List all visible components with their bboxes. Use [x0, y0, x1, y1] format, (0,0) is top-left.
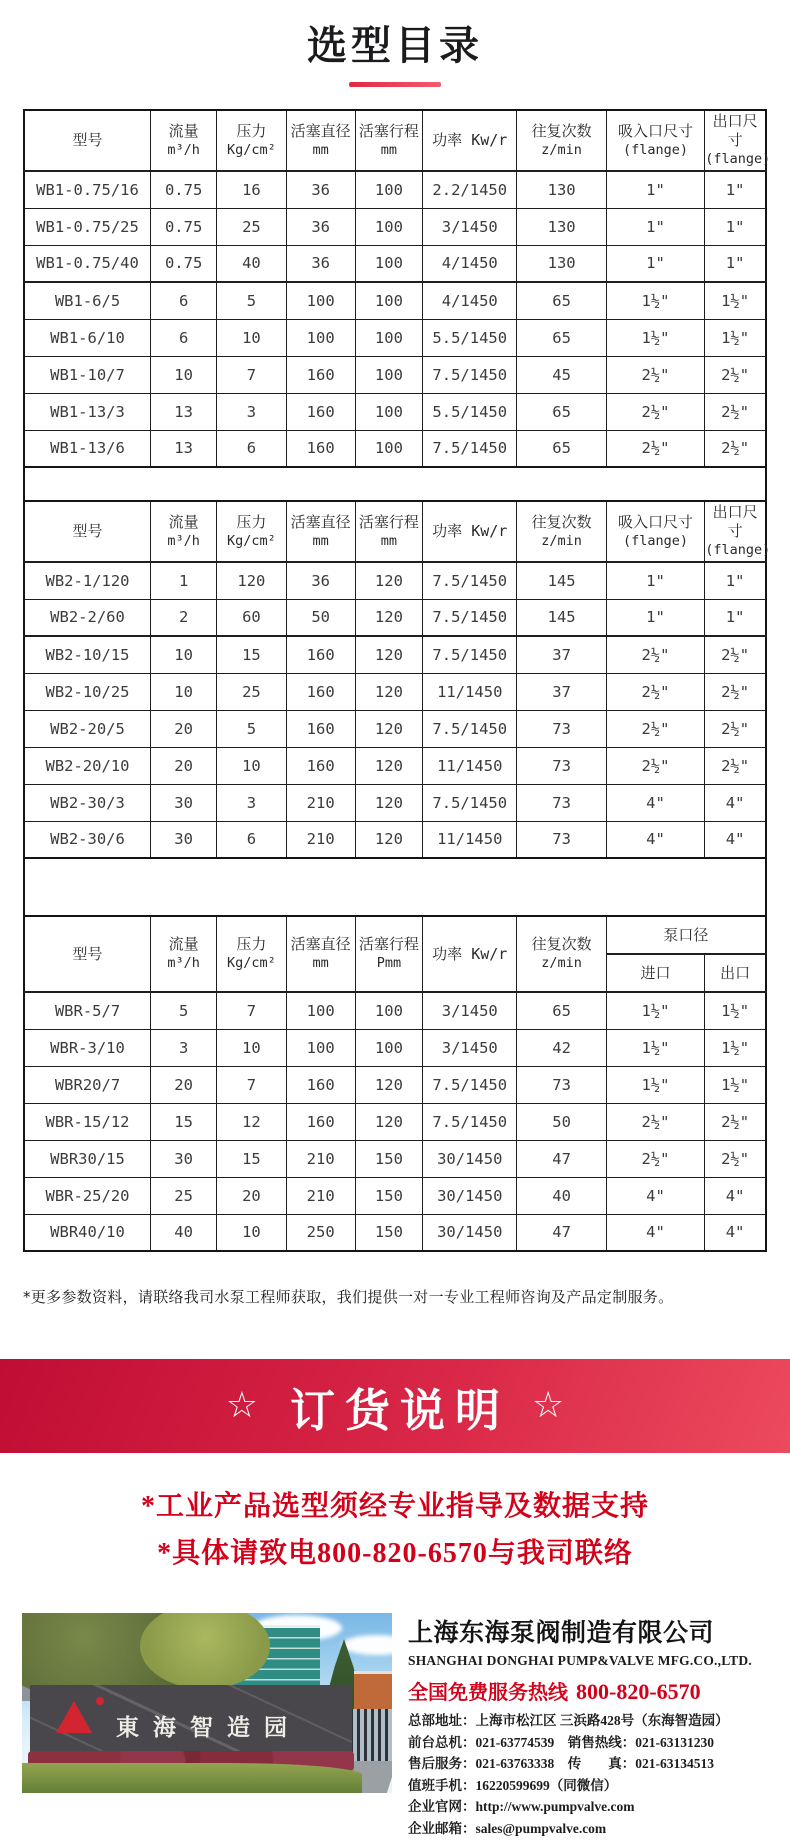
table-cell: WB2-10/15: [24, 636, 151, 673]
table-cell: 6: [151, 282, 217, 319]
table-cell: 7.5/1450: [423, 784, 517, 821]
table-cell: 16: [217, 171, 286, 208]
table-cell: 100: [355, 245, 422, 282]
col-header-model: 型号: [24, 916, 151, 992]
table-cell: 100: [286, 1029, 355, 1066]
table-cell: 160: [286, 393, 355, 430]
duty-phone-line: 值班手机：16220599699（同微信）: [408, 1777, 618, 1793]
table-cell: WBR-5/7: [24, 992, 151, 1029]
wbr-spec-table: [23, 915, 767, 1252]
table-cell: 30/1450: [423, 1177, 517, 1214]
table-cell: 10: [151, 636, 217, 673]
table-cell: 130: [517, 245, 606, 282]
table-row: [24, 992, 766, 1029]
table-cell: 65: [517, 319, 606, 356]
table-row: [24, 747, 766, 784]
col-header-model: 型号: [24, 110, 151, 171]
table-cell: 100: [286, 319, 355, 356]
table-cell: 120: [355, 821, 422, 858]
table-cell: 1½": [705, 992, 766, 1029]
table-cell: WBR-15/12: [24, 1103, 151, 1140]
table-row: [24, 356, 766, 393]
table-cell: 5: [217, 282, 286, 319]
spec-tables: [23, 109, 771, 1252]
col-header-flow: 流量 m³/h: [151, 110, 217, 171]
table-cell: WB1-0.75/16: [24, 171, 151, 208]
header-row: [24, 501, 766, 562]
table-cell: 7.5/1450: [423, 710, 517, 747]
table-cell: 120: [355, 562, 422, 599]
table-cell: 100: [355, 282, 422, 319]
table-cell: 15: [217, 636, 286, 673]
table-cell: 1½": [705, 282, 766, 319]
table-cell: 210: [286, 821, 355, 858]
campus-photo: [22, 1613, 392, 1793]
header-row: [24, 916, 766, 954]
table-cell: 2½": [606, 673, 704, 710]
table-cell: 2½": [606, 747, 704, 784]
table-cell: 4": [705, 1177, 766, 1214]
table-cell: 100: [286, 992, 355, 1029]
table-cell: 1": [606, 245, 704, 282]
table-cell: 100: [355, 1029, 422, 1066]
table-cell: 7.5/1450: [423, 1066, 517, 1103]
table-cell: WB2-30/6: [24, 821, 151, 858]
col-header-reciprocations: 往复次数 z/min: [517, 501, 606, 562]
hotline-label: 全国免费服务热线: [408, 1682, 568, 1704]
table-cell: 73: [517, 784, 606, 821]
table-cell: 4/1450: [423, 245, 517, 282]
table-row: [24, 1066, 766, 1103]
table-cell: 4": [705, 1214, 766, 1251]
table-cell: 5: [151, 992, 217, 1029]
table-cell: 7: [217, 992, 286, 1029]
table-cell: 0.75: [151, 208, 217, 245]
table-cell: 73: [517, 821, 606, 858]
table-cell: 3: [151, 1029, 217, 1066]
sign-text: 東海智造园: [116, 1715, 301, 1741]
table-cell: 1": [606, 562, 704, 599]
col-header-inlet-size: 吸入口尺寸 (flange): [606, 501, 704, 562]
warnings-block: [0, 1483, 790, 1577]
table-cell: 120: [355, 599, 422, 636]
table-cell: 150: [355, 1177, 422, 1214]
table-cell: 13: [151, 430, 217, 467]
table-connector: [23, 859, 767, 915]
company-name-english: SHANGHAI DONGHAI PUMP&VALVE MFG.CO.,LTD.: [408, 1653, 752, 1668]
table-cell: 5.5/1450: [423, 393, 517, 430]
company-logo-dot: [96, 1697, 104, 1705]
table-cell: 1": [705, 562, 766, 599]
table-cell: 210: [286, 1177, 355, 1214]
table-cell: 10: [151, 356, 217, 393]
table-cell: 0.75: [151, 171, 217, 208]
table-cell: 145: [517, 599, 606, 636]
table-cell: 1": [705, 171, 766, 208]
table-cell: WB2-1/120: [24, 562, 151, 599]
table-cell: 250: [286, 1214, 355, 1251]
table-cell: 4": [705, 784, 766, 821]
col-header-piston-stroke: 活塞行程 Pmm: [355, 916, 422, 992]
table-cell: 4": [606, 1214, 704, 1251]
wb2-spec-table: [23, 500, 771, 859]
col-header-piston-diameter: 活塞直径 mm: [286, 916, 355, 992]
table-cell: 25: [217, 208, 286, 245]
table-cell: 160: [286, 747, 355, 784]
website-line[interactable]: 企业官网：http://www.pumpvalve.com: [408, 1799, 635, 1814]
col-header-flow: 流量 m³/h: [151, 501, 217, 562]
table-cell: 120: [355, 636, 422, 673]
table-cell: 1½": [606, 282, 704, 319]
table-cell: 30: [151, 1140, 217, 1177]
table-cell: 100: [355, 992, 422, 1029]
footnote: *更多参数资料，请联络我司水泵工程师获取，我们提供一对一专业工程师咨询及产品定制服务。: [23, 1288, 674, 1306]
table-connector: [23, 468, 767, 500]
table-cell: 73: [517, 710, 606, 747]
table-cell: 10: [217, 1029, 286, 1066]
table-cell: 20: [151, 1066, 217, 1103]
table-cell: 10: [151, 673, 217, 710]
table-cell: 3/1450: [423, 992, 517, 1029]
company-info: [392, 1613, 770, 1839]
star-icon: ☆: [225, 1385, 258, 1426]
table-cell: WB1-6/5: [24, 282, 151, 319]
table-cell: 1": [705, 208, 766, 245]
col-header-power: 功率 Kw/r: [423, 501, 517, 562]
table-cell: 30/1450: [423, 1214, 517, 1251]
service-hotline: [408, 1676, 770, 1705]
table-cell: WB2-2/60: [24, 599, 151, 636]
table-cell: 4": [606, 1177, 704, 1214]
table-cell: 73: [517, 1066, 606, 1103]
table-cell: 10: [217, 319, 286, 356]
table-cell: 40: [217, 245, 286, 282]
table-cell: 11/1450: [423, 747, 517, 784]
table-cell: 100: [286, 282, 355, 319]
col-header-piston-diameter: 活塞直径 mm: [286, 501, 355, 562]
table-cell: 120: [355, 784, 422, 821]
table-cell: 25: [217, 673, 286, 710]
table-cell: 120: [355, 673, 422, 710]
front-desk-line: 前台总机：021-63774539 销售热线：021-63131230: [408, 1734, 714, 1750]
table-cell: 160: [286, 673, 355, 710]
table-cell: WB1-10/7: [24, 356, 151, 393]
hotline-number: 800-820-6570: [576, 1679, 701, 1704]
table-cell: 4": [606, 821, 704, 858]
table-cell: 120: [355, 747, 422, 784]
table-cell: 6: [217, 821, 286, 858]
table-cell: WB2-10/25: [24, 673, 151, 710]
table-cell: 65: [517, 992, 606, 1029]
cloud-shape: [342, 1635, 392, 1655]
table-row: [24, 673, 766, 710]
col-header-piston-diameter: 活塞直径 mm: [286, 110, 355, 171]
table-cell: 0.75: [151, 245, 217, 282]
table-cell: 36: [286, 562, 355, 599]
table-cell: 2½": [606, 636, 704, 673]
table-cell: 1": [606, 208, 704, 245]
table-cell: 100: [355, 171, 422, 208]
table-cell: 4": [705, 821, 766, 858]
address-line: 总部地址：上海市松江区 三浜路428号（东海智造园）: [408, 1713, 729, 1728]
table-row: [24, 319, 766, 356]
table-cell: 36: [286, 245, 355, 282]
table-cell: WB2-30/3: [24, 784, 151, 821]
table-row: [24, 1214, 766, 1251]
table-cell: 3: [217, 393, 286, 430]
col-header-piston-stroke: 活塞行程 mm: [355, 110, 422, 171]
table-row: [24, 636, 766, 673]
table-cell: 1½": [705, 1066, 766, 1103]
table-cell: 1½": [606, 992, 704, 1029]
table-cell: 160: [286, 1066, 355, 1103]
table-cell: 2½": [606, 1103, 704, 1140]
table-cell: 36: [286, 208, 355, 245]
table-cell: WB2-20/10: [24, 747, 151, 784]
table-cell: 7.5/1450: [423, 562, 517, 599]
table-cell: 12: [217, 1103, 286, 1140]
table-cell: 37: [517, 673, 606, 710]
table-cell: 160: [286, 636, 355, 673]
table-cell: WB1-6/10: [24, 319, 151, 356]
table-cell: 5.5/1450: [423, 319, 517, 356]
table-row: [24, 282, 766, 319]
col-header-model: 型号: [24, 501, 151, 562]
col-header-power: 功率 Kw/r: [423, 110, 517, 171]
table-row: [24, 710, 766, 747]
table-cell: 36: [286, 171, 355, 208]
table-cell: 15: [151, 1103, 217, 1140]
table-cell: 1": [705, 599, 766, 636]
photo-sign-wall: [30, 1685, 352, 1759]
table-cell: 3: [217, 784, 286, 821]
table-cell: 130: [517, 171, 606, 208]
table-cell: 100: [355, 208, 422, 245]
col-header-reciprocations: 往复次数 z/min: [517, 916, 606, 992]
table-cell: 145: [517, 562, 606, 599]
table-cell: 2½": [606, 430, 704, 467]
table-cell: 7.5/1450: [423, 1103, 517, 1140]
header-row: [24, 110, 766, 171]
table-cell: 1½": [705, 1029, 766, 1066]
table-cell: 15: [217, 1140, 286, 1177]
col-header-pressure: 压力 Kg/cm²: [217, 501, 286, 562]
table-cell: 10: [217, 1214, 286, 1251]
table-cell: 160: [286, 430, 355, 467]
table-cell: 30/1450: [423, 1140, 517, 1177]
wb1-spec-table: [23, 109, 771, 468]
table-cell: 65: [517, 282, 606, 319]
table-cell: 40: [517, 1177, 606, 1214]
table-cell: 1": [606, 171, 704, 208]
table-cell: 6: [217, 430, 286, 467]
table-cell: 60: [217, 599, 286, 636]
table-cell: 120: [355, 710, 422, 747]
warning-line-2: *具体请致电800-820-6570与我司联络: [157, 1538, 633, 1569]
table-cell: 65: [517, 430, 606, 467]
table-row: [24, 430, 766, 467]
warning-line-1: *工业产品选型须经专业指导及数据支持: [140, 1491, 649, 1522]
table-cell: 210: [286, 1140, 355, 1177]
table-row: [24, 393, 766, 430]
table-cell: 13: [151, 393, 217, 430]
table-row: [24, 562, 766, 599]
table-cell: WBR20/7: [24, 1066, 151, 1103]
col-header-outlet-size: 出口尺寸 (flange): [705, 501, 766, 562]
table-cell: WB2-20/5: [24, 710, 151, 747]
page-title: 选型目录: [307, 23, 483, 69]
col-header-flow: 流量 m³/h: [151, 916, 217, 992]
company-logo-icon: [56, 1701, 92, 1733]
table-cell: 50: [286, 599, 355, 636]
col-header-pressure: 压力 Kg/cm²: [217, 110, 286, 171]
table-cell: 2½": [705, 747, 766, 784]
table-cell: 2½": [606, 356, 704, 393]
table-cell: 7.5/1450: [423, 356, 517, 393]
table-cell: 25: [151, 1177, 217, 1214]
table-cell: 11/1450: [423, 673, 517, 710]
table-cell: 42: [517, 1029, 606, 1066]
table-cell: 65: [517, 393, 606, 430]
table-cell: 2: [151, 599, 217, 636]
table-cell: 2.2/1450: [423, 171, 517, 208]
table-cell: 210: [286, 784, 355, 821]
table-cell: 2½": [705, 1140, 766, 1177]
col-header-power: 功率 Kw/r: [423, 916, 517, 992]
table-row: [24, 784, 766, 821]
table-cell: 2½": [705, 393, 766, 430]
table-cell: 120: [355, 1066, 422, 1103]
table-cell: 7.5/1450: [423, 430, 517, 467]
table-cell: 1½": [606, 319, 704, 356]
company-name: 上海东海泵阀制造有限公司: [408, 1618, 715, 1647]
table-cell: 2½": [606, 1140, 704, 1177]
table-cell: WB1-13/3: [24, 393, 151, 430]
table-cell: 100: [355, 430, 422, 467]
table-row: [24, 599, 766, 636]
table-cell: 2½": [705, 356, 766, 393]
table-cell: 100: [355, 319, 422, 356]
title-underline-accent: [349, 82, 441, 87]
title-block: [0, 0, 790, 87]
table-cell: 2½": [606, 710, 704, 747]
table-cell: 3/1450: [423, 208, 517, 245]
table-cell: WB1-0.75/40: [24, 245, 151, 282]
table-cell: 100: [355, 356, 422, 393]
table-cell: 130: [517, 208, 606, 245]
table-row: [24, 1103, 766, 1140]
table-cell: 2½": [705, 1103, 766, 1140]
table-cell: 7.5/1450: [423, 599, 517, 636]
email-line[interactable]: 企业邮箱：sales@pumpvalve.com: [408, 1820, 607, 1836]
table-cell: 120: [355, 1103, 422, 1140]
company-section: [0, 1613, 790, 1839]
table-cell: 20: [217, 1177, 286, 1214]
star-icon: ☆: [532, 1385, 565, 1426]
col-header-outlet-size: 出口尺寸 (flange): [705, 110, 766, 171]
table-cell: WBR-25/20: [24, 1177, 151, 1214]
table-cell: 2½": [705, 430, 766, 467]
table-cell: 100: [355, 393, 422, 430]
table-cell: 73: [517, 747, 606, 784]
photo-lawn: [22, 1763, 362, 1793]
col-header-inlet-size: 吸入口尺寸 (flange): [606, 110, 704, 171]
table-cell: 6: [151, 319, 217, 356]
table-cell: 1: [151, 562, 217, 599]
table-cell: 2½": [705, 636, 766, 673]
table-cell: 1": [705, 245, 766, 282]
table-row: [24, 1029, 766, 1066]
table-cell: 160: [286, 356, 355, 393]
table-row: [24, 1140, 766, 1177]
table-row: [24, 171, 766, 208]
table-cell: 40: [151, 1214, 217, 1251]
table-cell: WBR-3/10: [24, 1029, 151, 1066]
table-cell: 1½": [705, 319, 766, 356]
table-cell: WB1-13/6: [24, 430, 151, 467]
table-cell: 160: [286, 1103, 355, 1140]
table-cell: 120: [217, 562, 286, 599]
table-cell: 1½": [606, 1066, 704, 1103]
table-cell: 50: [517, 1103, 606, 1140]
table-cell: 10: [217, 747, 286, 784]
table-cell: 7: [217, 1066, 286, 1103]
col-header-pressure: 压力 Kg/cm²: [217, 916, 286, 992]
col-header-inlet: 进口: [606, 954, 704, 992]
table-cell: 160: [286, 710, 355, 747]
table-row: [24, 821, 766, 858]
table-cell: 2½": [606, 393, 704, 430]
table-cell: 1½": [606, 1029, 704, 1066]
table-cell: 150: [355, 1214, 422, 1251]
col-header-outlet: 出口: [705, 954, 766, 992]
col-header-piston-stroke: 活塞行程 mm: [355, 501, 422, 562]
order-instructions-banner: [0, 1359, 790, 1453]
table-cell: 20: [151, 747, 217, 784]
table-cell: 20: [151, 710, 217, 747]
after-sales-line: 售后服务：021-63763338 传 真：021-63134513: [408, 1756, 714, 1771]
table-cell: 5: [217, 710, 286, 747]
col-header-reciprocations: 往复次数 z/min: [517, 110, 606, 171]
table-row: [24, 208, 766, 245]
table-cell: 47: [517, 1214, 606, 1251]
table-cell: 30: [151, 784, 217, 821]
table-cell: 150: [355, 1140, 422, 1177]
table-row: [24, 1177, 766, 1214]
table-cell: WBR30/15: [24, 1140, 151, 1177]
table-cell: 3/1450: [423, 1029, 517, 1066]
table-cell: 4": [606, 784, 704, 821]
col-header-pump-port: 泵口径: [606, 916, 766, 954]
table-cell: 11/1450: [423, 821, 517, 858]
table-cell: 7.5/1450: [423, 636, 517, 673]
table-cell: 37: [517, 636, 606, 673]
table-cell: 7: [217, 356, 286, 393]
table-cell: 4/1450: [423, 282, 517, 319]
table-cell: 45: [517, 356, 606, 393]
contact-lines: [408, 1710, 770, 1839]
table-cell: 2½": [705, 673, 766, 710]
table-row: [24, 245, 766, 282]
table-cell: 30: [151, 821, 217, 858]
table-cell: 1": [606, 599, 704, 636]
table-cell: WBR40/10: [24, 1214, 151, 1251]
table-cell: 2½": [705, 710, 766, 747]
banner-title: 订货说明: [289, 1383, 510, 1437]
table-cell: WB1-0.75/25: [24, 208, 151, 245]
table-cell: 47: [517, 1140, 606, 1177]
